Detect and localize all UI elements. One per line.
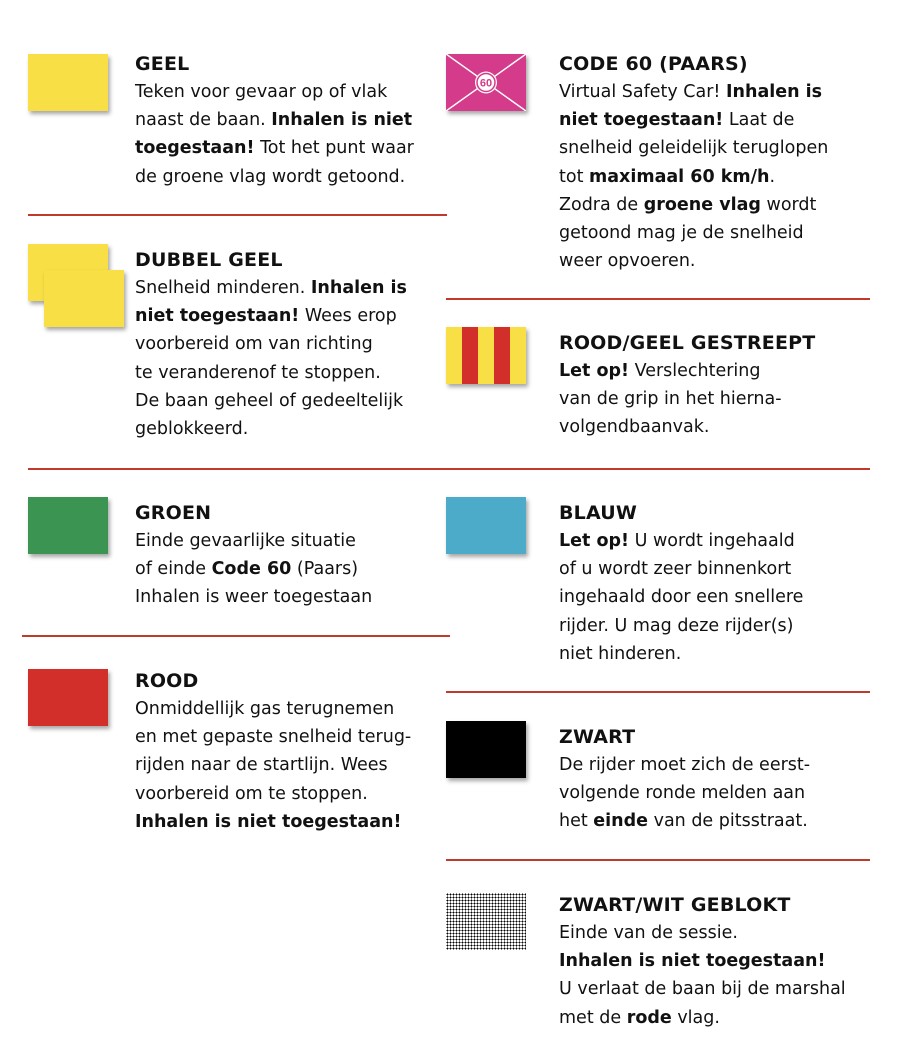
flag-title-rood: ROOD <box>135 670 199 692</box>
emphasis-text: toegestaan! <box>135 138 255 159</box>
description-line <box>559 134 828 162</box>
flag-description-rood <box>135 695 411 836</box>
body-text: geblokkeerd. <box>135 419 249 440</box>
stripe-red <box>494 327 510 384</box>
red-yellow-striped-flag-icon <box>446 327 526 384</box>
description-line <box>559 751 810 779</box>
emphasis-text: Let op! <box>559 361 630 381</box>
emphasis-text: Inhalen is niet toegestaan! <box>135 811 402 832</box>
description-line <box>559 919 846 947</box>
body-text: . <box>769 166 776 187</box>
emphasis-text: Inhalen is <box>726 82 823 102</box>
section-divider <box>28 214 447 216</box>
body-text: met de <box>559 1007 627 1028</box>
description-line <box>135 415 407 443</box>
description-line <box>135 723 411 751</box>
emphasis-text: Code 60 <box>211 559 292 580</box>
body-text: Teken voor gevaar op of vlak <box>135 82 388 102</box>
body-text: tot <box>559 166 589 187</box>
body-text: en met gepaste snelheid terug- <box>135 727 412 748</box>
description-line <box>135 106 414 134</box>
flag-title-rood-geel: ROOD/GEEL GESTREEPT <box>559 332 816 354</box>
body-text: De baan geheel of gedeeltelijk <box>135 390 404 411</box>
flag-title-zwart: ZWART <box>559 726 636 748</box>
body-text: snelheid geleidelijk teruglopen <box>559 138 829 159</box>
code60-badge: 60 <box>479 77 493 90</box>
body-text: niet hinderen. <box>559 643 682 664</box>
flag-description-groen <box>135 527 372 612</box>
description-line <box>559 1004 846 1032</box>
yellow-flag-front-icon <box>44 270 124 327</box>
body-text: Wees erop <box>299 306 397 327</box>
emphasis-text: Let op! <box>559 531 630 551</box>
body-text: naast de baan. <box>135 110 272 131</box>
section-divider <box>446 691 870 693</box>
description-line <box>559 413 782 441</box>
body-text: Verslechtering <box>629 361 761 381</box>
code60-envelope-icon <box>446 54 526 111</box>
section-divider <box>28 468 870 470</box>
description-line <box>135 555 372 583</box>
body-text: ingehaald door een snellere <box>559 587 804 608</box>
flag-title-code60: CODE 60 (PAARS) <box>559 53 748 75</box>
emphasis-text: groene vlag <box>643 194 761 215</box>
section-divider <box>446 298 870 300</box>
body-text: Einde gevaarlijke situatie <box>135 531 356 551</box>
body-text: vlag. <box>671 1007 720 1028</box>
flag-title-dubbel-geel: DUBBEL GEEL <box>135 249 283 271</box>
body-text: het <box>559 811 594 832</box>
blue-flag-icon <box>446 497 526 554</box>
flag-description-geel <box>135 78 414 191</box>
green-flag-icon <box>28 497 108 554</box>
description-line <box>135 695 411 723</box>
flag-title-geel: GEEL <box>135 53 190 75</box>
description-line <box>559 219 828 247</box>
description-line <box>559 807 810 835</box>
section-divider <box>22 635 450 637</box>
body-text: voorbereid om van richting <box>135 334 373 355</box>
description-line <box>135 274 407 302</box>
flag-description-dubbel-geel <box>135 274 407 443</box>
emphasis-text: niet toegestaan! <box>135 306 300 327</box>
body-text: rijder. U mag deze rijder(s) <box>559 615 794 636</box>
body-text: rijden naar de startlijn. Wees <box>135 755 388 776</box>
yellow-flag-icon <box>28 54 108 111</box>
stripe-yellow <box>446 327 462 384</box>
description-line <box>135 751 411 779</box>
body-text: volgende ronde melden aan <box>559 783 806 804</box>
stripe-red <box>462 327 478 384</box>
flag-title-groen: GROEN <box>135 502 212 524</box>
emphasis-text: einde <box>593 811 649 832</box>
emphasis-text: Inhalen is <box>310 278 407 298</box>
flag-description-zwart-wit <box>559 919 846 1032</box>
body-text: of einde <box>135 559 212 580</box>
description-line <box>559 527 803 555</box>
description-line <box>559 247 828 275</box>
description-line <box>135 330 407 358</box>
body-text: wordt <box>760 194 817 215</box>
body-text: Virtual Safety Car! <box>559 82 727 102</box>
body-text: Tot het punt waar <box>254 138 414 159</box>
description-line <box>559 975 846 1003</box>
flag-description-rood-geel <box>559 357 782 442</box>
body-text: Onmiddellijk gas terugnemen <box>135 699 395 719</box>
red-flag-icon <box>28 669 108 726</box>
body-text: U wordt ingehaald <box>629 531 795 551</box>
emphasis-text: Inhalen is niet toegestaan! <box>559 951 826 972</box>
body-text: te veranderenof te stoppen. <box>135 362 381 383</box>
description-line <box>559 640 803 668</box>
description-line <box>135 780 411 808</box>
description-line <box>559 612 803 640</box>
body-text: Inhalen is weer toegestaan <box>135 587 373 608</box>
description-line <box>135 134 414 162</box>
flag-description-zwart <box>559 751 810 836</box>
section-divider <box>446 859 870 861</box>
flag-title-blauw: BLAUW <box>559 502 638 524</box>
body-text: De rijder moet zich de eerst- <box>559 755 811 775</box>
body-text: Laat de <box>723 110 795 131</box>
body-text: Zodra de <box>559 194 644 215</box>
body-text: Einde van de sessie. <box>559 923 738 943</box>
description-line <box>559 357 782 385</box>
black-flag-icon <box>446 721 526 778</box>
emphasis-text: niet toegestaan! <box>559 110 724 131</box>
flag-title-zwart-wit: ZWART/WIT GEBLOKT <box>559 894 791 916</box>
description-line <box>559 583 803 611</box>
body-text: Snelheid minderen. <box>135 278 311 298</box>
body-text: (Paars) <box>291 559 359 580</box>
body-text: de groene vlag wordt getoond. <box>135 166 406 187</box>
stripe-yellow <box>478 327 494 384</box>
description-line <box>135 808 411 836</box>
body-text: van de pitsstraat. <box>648 811 808 832</box>
description-line <box>559 555 803 583</box>
description-line <box>135 359 407 387</box>
body-text: U verlaat de baan bij de marshal <box>559 979 846 1000</box>
body-text: voorbereid om te stoppen. <box>135 783 368 804</box>
body-text: of u wordt zeer binnenkort <box>559 559 792 580</box>
description-line <box>135 387 407 415</box>
body-text: van de grip in het hierna- <box>559 389 782 410</box>
description-line <box>559 385 782 413</box>
description-line <box>559 947 846 975</box>
description-line <box>135 583 372 611</box>
description-line <box>559 163 828 191</box>
body-text: volgendbaanvak. <box>559 417 710 438</box>
purple-code60-flag-icon <box>446 54 526 111</box>
description-line <box>559 106 828 134</box>
description-line <box>559 191 828 219</box>
description-line <box>135 302 407 330</box>
body-text: getoond mag je de snelheid <box>559 223 804 244</box>
emphasis-text: rode <box>626 1007 672 1028</box>
emphasis-text: maximaal 60 km/h <box>589 166 770 187</box>
description-line <box>135 78 414 106</box>
description-line <box>135 527 372 555</box>
description-line <box>559 78 828 106</box>
description-line <box>559 779 810 807</box>
body-text: weer opvoeren. <box>559 251 696 272</box>
stripe-yellow <box>510 327 526 384</box>
description-line <box>135 163 414 191</box>
checkered-flag-icon <box>446 893 526 950</box>
flag-description-code60 <box>559 78 828 275</box>
emphasis-text: Inhalen is niet <box>271 110 413 131</box>
flag-description-blauw <box>559 527 803 668</box>
